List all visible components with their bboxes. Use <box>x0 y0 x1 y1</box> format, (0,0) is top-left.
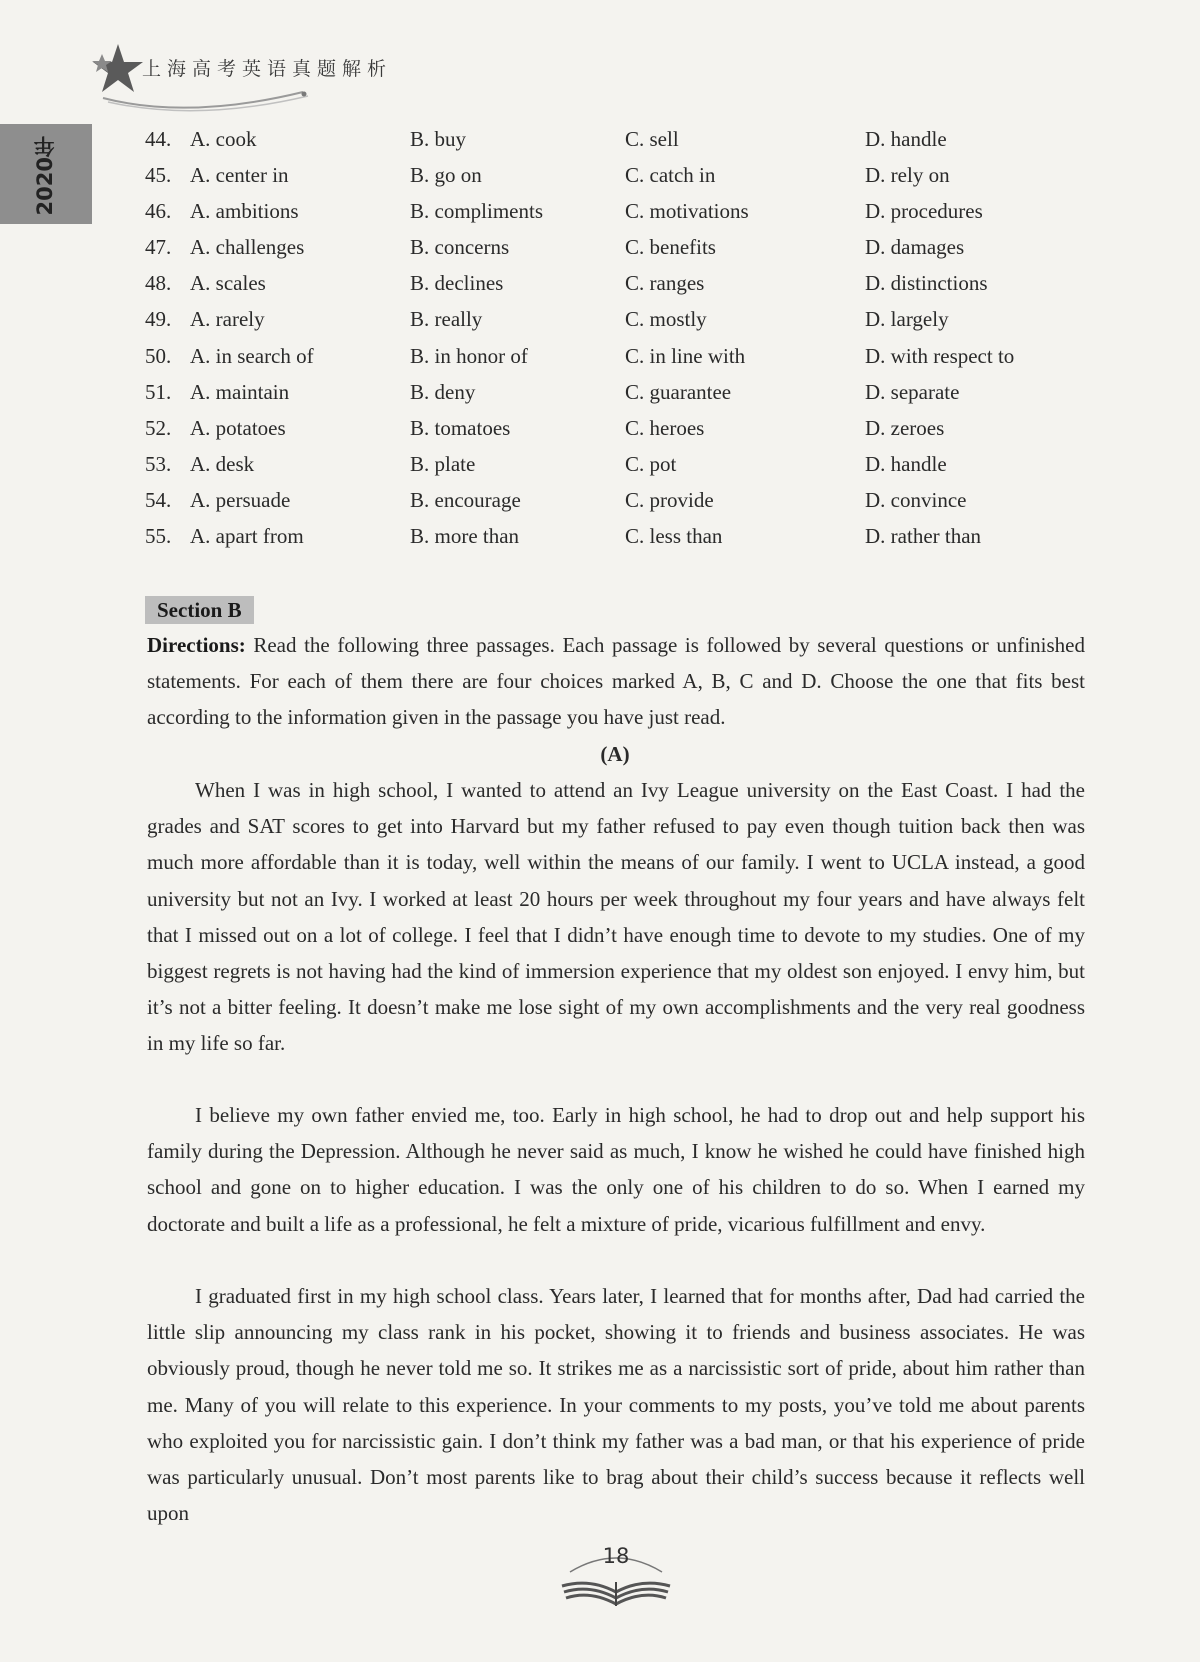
choice-b: B. more than <box>410 524 520 549</box>
choice-c: C. ranges <box>625 271 705 296</box>
choice-b: B. in honor of <box>410 343 528 368</box>
page-header <box>88 40 448 100</box>
choice-c: C. mostly <box>625 307 707 332</box>
option-row-48 <box>145 265 1095 301</box>
choice-d: D. rely on <box>865 163 950 188</box>
choice-b: B. tomatoes <box>410 415 511 440</box>
choice-b: B. really <box>410 307 483 332</box>
choice-a: A. rarely <box>190 307 265 332</box>
choice-a: A. challenges <box>190 235 305 260</box>
choice-c: C. less than <box>625 524 723 549</box>
choice-b: B. buy <box>410 127 467 151</box>
choice-c: C. sell <box>625 127 679 151</box>
year-label: 2020年 <box>33 136 57 216</box>
choice-a: A. persuade <box>190 487 291 512</box>
choice-b: B. compliments <box>410 199 543 224</box>
option-row-45 <box>145 157 1095 193</box>
star-icon <box>88 40 148 100</box>
directions-label: Directions: <box>147 633 246 657</box>
choice-a: A. cook <box>190 127 257 151</box>
directions <box>147 627 1085 736</box>
choice-c: C. motivations <box>625 199 749 224</box>
choice-d: D. separate <box>865 379 960 404</box>
choice-a: A. potatoes <box>190 415 286 440</box>
option-row-47 <box>145 229 1095 265</box>
question-number: 46. <box>145 199 172 224</box>
choice-a: A. desk <box>190 451 255 476</box>
page-footer <box>556 1542 676 1612</box>
choice-a: A. center in <box>190 163 289 188</box>
choice-b: B. deny <box>410 379 476 404</box>
option-row-50 <box>145 338 1095 374</box>
choice-d: D. convince <box>865 487 967 512</box>
option-row-44 <box>145 121 1095 157</box>
options-list <box>145 121 1095 554</box>
year-tab <box>0 124 92 224</box>
choice-a: A. scales <box>190 271 266 296</box>
paragraph-text: I graduated first in my high school class. Years later, I learned that for months after, Dad had carried the little slip announcing my class rank in his pocket, showing it to friends and business associates. He was obviously proud, though he never told me so. It strikes me as a narcissistic sort of pride, about him rather than me. Many of you will relate to this experience. In your comments to my posts, you’ve told me about parents who exploited you for narcissistic gain. I don’t think my father was a bad man, or that his experience of pride was particularly unusual. Don’t most parents like to brag about their child’s success because it reflects well upon <box>147 1284 1085 1526</box>
choice-b: B. concerns <box>410 235 510 260</box>
choice-d: D. rather than <box>865 524 982 549</box>
paragraph-3 <box>147 1278 1085 1531</box>
question-number: 55. <box>145 524 172 549</box>
question-number: 51. <box>145 379 172 404</box>
question-number: 45. <box>145 163 172 188</box>
choice-a: A. maintain <box>190 379 290 404</box>
choice-a: A. apart from <box>190 524 304 549</box>
choice-b: B. go on <box>410 163 482 188</box>
option-row-54 <box>145 482 1095 518</box>
question-number: 48. <box>145 271 172 296</box>
paragraph-2 <box>147 1097 1085 1242</box>
choice-d: D. largely <box>865 307 949 332</box>
question-number: 50. <box>145 343 172 368</box>
option-row-55 <box>145 518 1095 554</box>
option-row-46 <box>145 193 1095 229</box>
paragraph-1 <box>147 772 1085 1062</box>
section-b-heading: Section B <box>145 596 254 624</box>
choice-c: C. in line with <box>625 343 746 368</box>
page-number: 18 <box>602 1544 630 1568</box>
choice-c: C. catch in <box>625 163 716 188</box>
choice-c: C. benefits <box>625 235 716 260</box>
option-row-51 <box>145 374 1095 410</box>
question-number: 49. <box>145 307 172 332</box>
choice-d: D. procedures <box>865 199 983 224</box>
choice-b: B. declines <box>410 271 504 296</box>
choice-d: D. with respect to <box>865 343 1015 368</box>
choice-d: D. handle <box>865 127 947 151</box>
question-number: 47. <box>145 235 172 260</box>
question-number: 44. <box>145 127 172 151</box>
choice-b: B. encourage <box>410 487 521 512</box>
header-title: 上海高考英语真题解析 <box>142 58 393 80</box>
option-row-49 <box>145 301 1095 337</box>
option-row-52 <box>145 410 1095 446</box>
choice-c: C. guarantee <box>625 379 732 404</box>
choice-c: C. provide <box>625 487 714 512</box>
choice-c: C. pot <box>625 451 677 476</box>
option-row-53 <box>145 446 1095 482</box>
passage-label: (A) <box>600 742 630 766</box>
choice-d: D. zeroes <box>865 415 945 440</box>
choice-d: D. distinctions <box>865 271 988 296</box>
question-number: 52. <box>145 415 172 440</box>
choice-a: A. ambitions <box>190 199 299 224</box>
question-number: 54. <box>145 487 172 512</box>
paragraph-text: When I was in high school, I wanted to attend an Ivy League university on the East Coast. I had the grades and SAT scores to get into Harvard but my father refused to pay even though tuition back then was much more affordable than it is today, well within the means of our family. I went to UCLA instead, a good university but not an Ivy. I worked at least 20 hours per week throughout my four years and have always felt that I missed out on a lot of college. I feel that I didn’t have enough time to devote to my studies. One of my biggest regrets is not having had the kind of immersion experience that my oldest son enjoyed. I envy him, but it’s not a bitter feeling. It doesn’t make me lose sight of my own accomplishments and the very real goodness in my life so far. <box>147 778 1085 1056</box>
choice-a: A. in search of <box>190 343 314 368</box>
question-number: 53. <box>145 451 172 476</box>
choice-b: B. plate <box>410 451 476 476</box>
choice-d: D. handle <box>865 451 947 476</box>
choice-d: D. damages <box>865 235 965 260</box>
paragraph-text: I believe my own father envied me, too. Early in high school, he had to drop out and help support his family during the Depression. Although he never said as much, I know he wished he could have finished high school and gone on to higher education. I was the only one of his children to do so. When I earned my doctorate and built a life as a professional, he felt a mixture of pride, vicarious fulfillment and envy. <box>147 1103 1085 1236</box>
directions-text: Read the following three passages. Each passage is followed by several questions or unfinished statements. For each of them there are four choices marked A, B, C and D. Choose the one that fits best according to the information given in the passage you have just read. <box>147 633 1085 730</box>
choice-c: C. heroes <box>625 415 705 440</box>
